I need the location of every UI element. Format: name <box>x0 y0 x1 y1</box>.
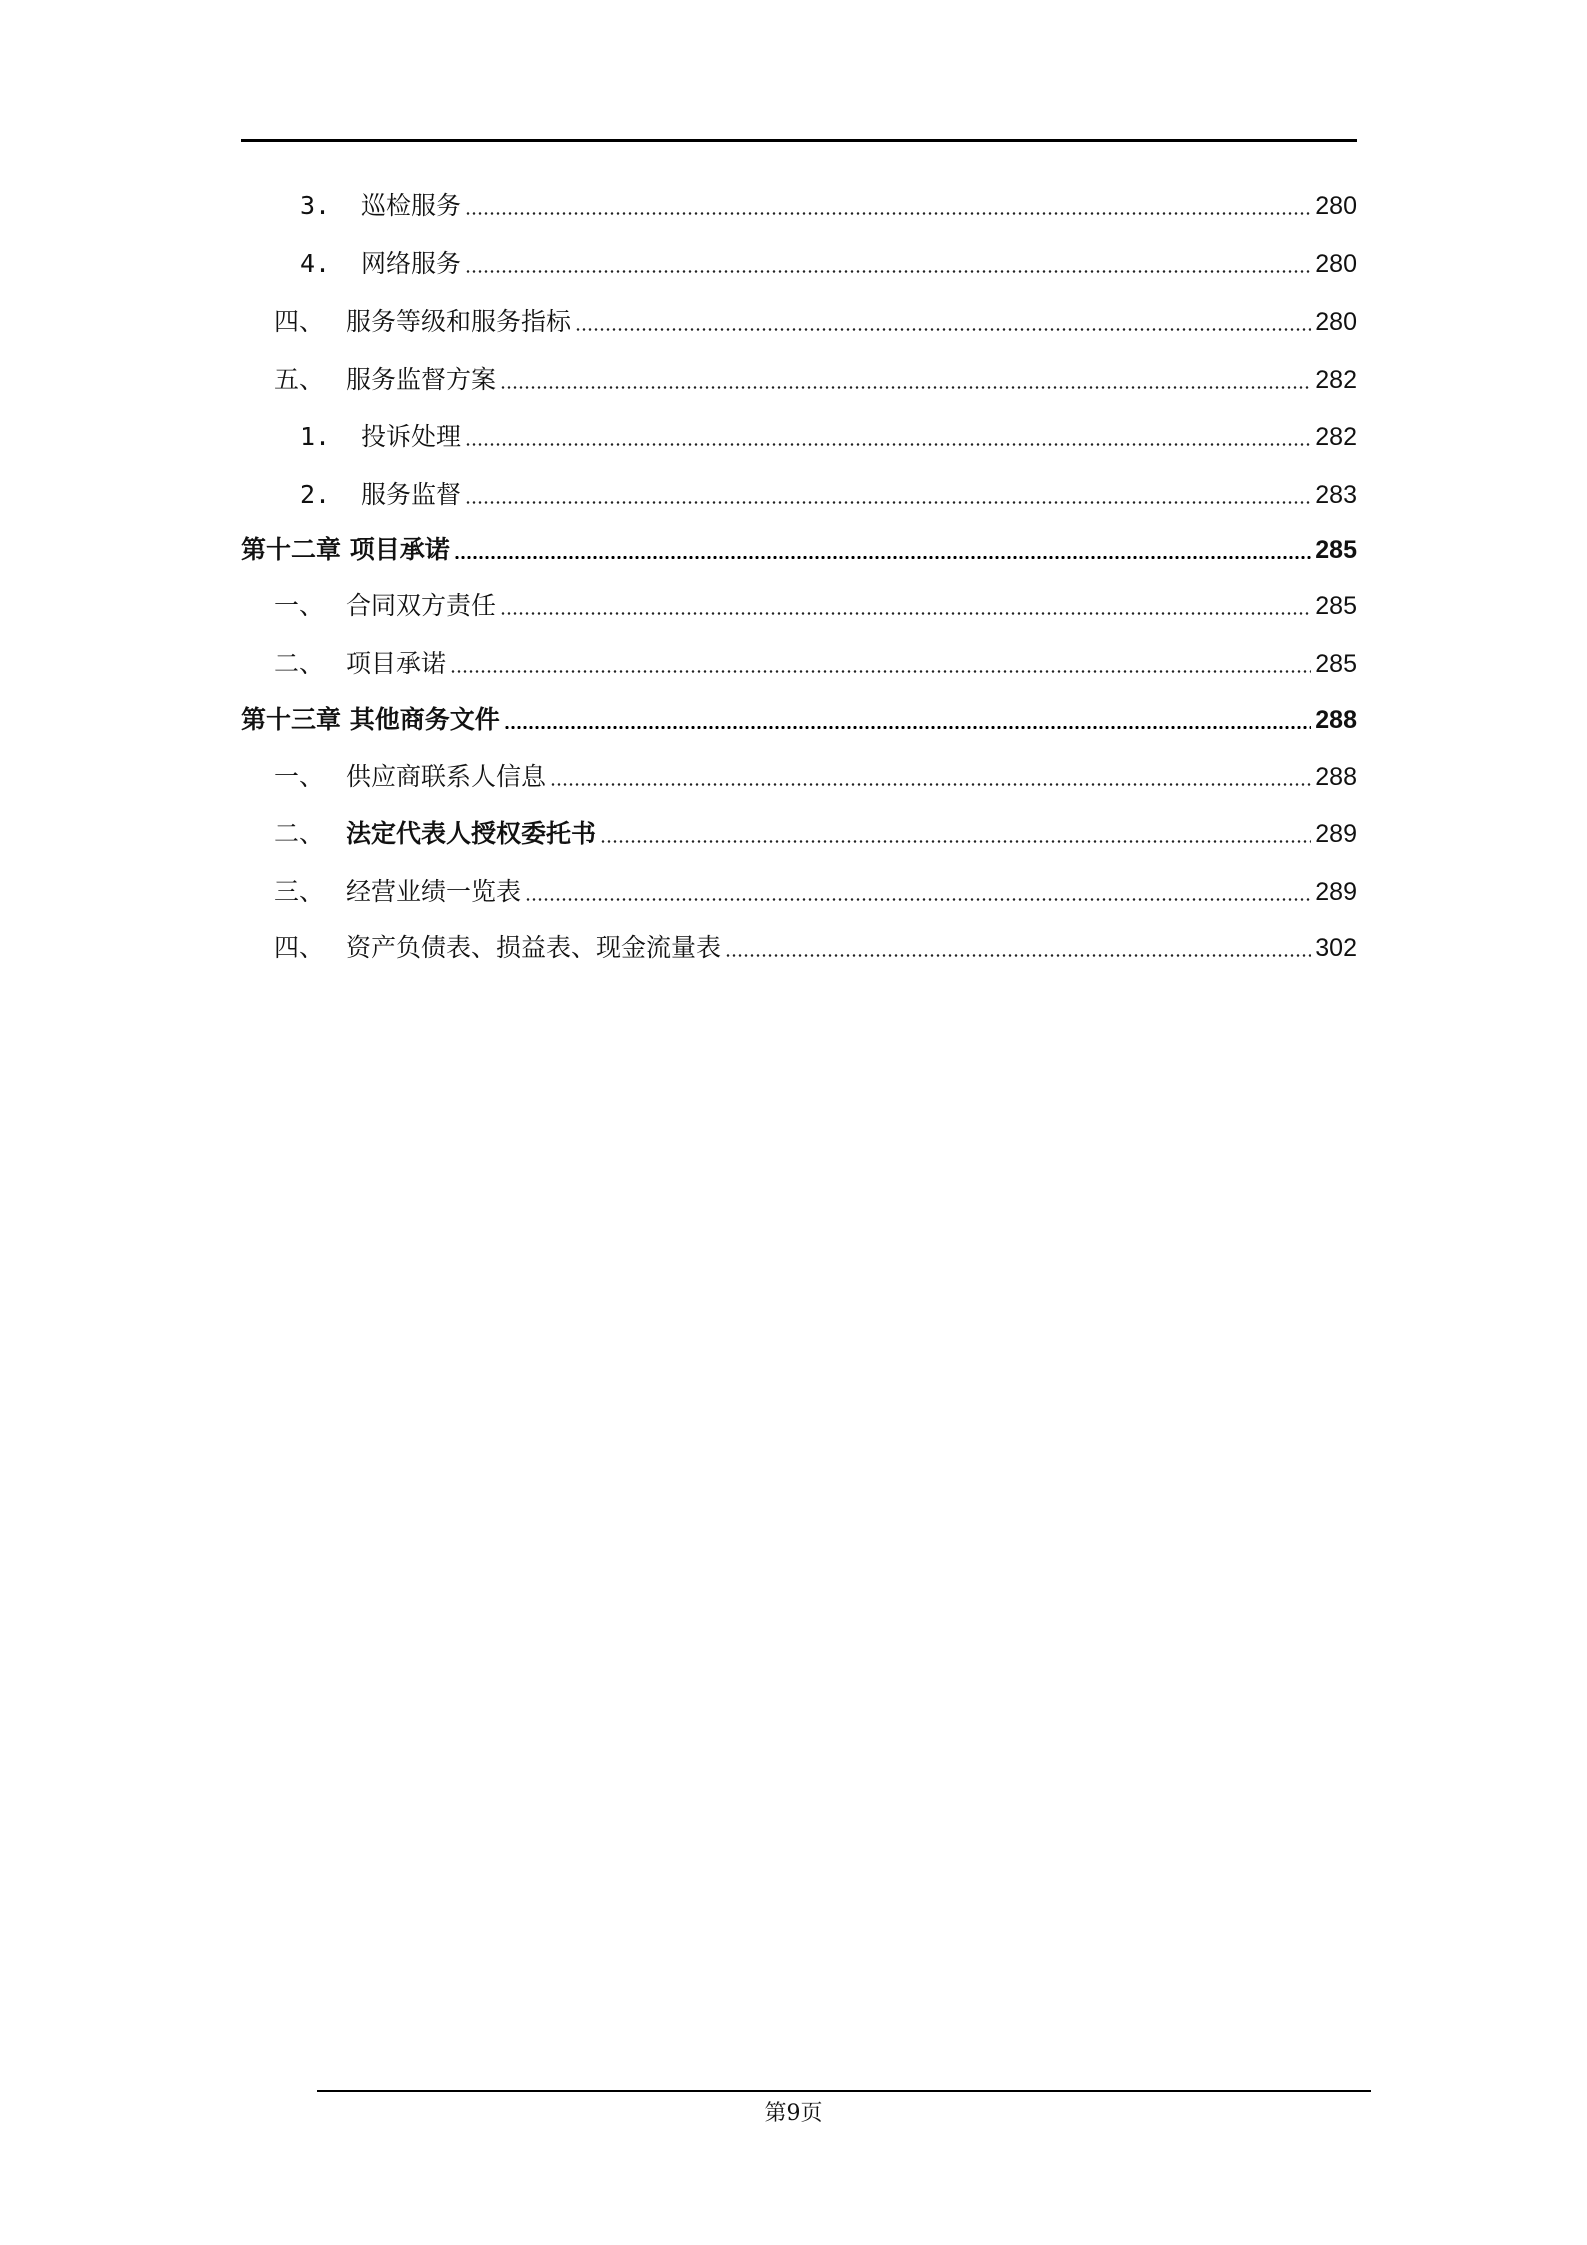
toc-dot-leader <box>525 898 1311 901</box>
toc-dot-leader <box>465 501 1311 504</box>
toc-entry-title: 服务监督方案 <box>346 365 497 394</box>
toc-entry[interactable] <box>241 869 1357 909</box>
toc-entry-number: 3. <box>300 191 331 220</box>
toc-entry-title: 第十三章 其他商务文件 <box>241 705 500 734</box>
toc-entry-page: 280 <box>1315 250 1357 278</box>
toc-entry-page: 285 <box>1315 536 1357 564</box>
toc-entry[interactable] <box>241 583 1357 623</box>
toc-entry-number: 一、 <box>274 762 325 791</box>
toc-entry[interactable] <box>241 527 1357 567</box>
toc-entry[interactable] <box>241 414 1357 454</box>
toc-entry-page: 302 <box>1315 934 1357 962</box>
toc-dot-leader <box>450 670 1311 673</box>
toc-entry[interactable] <box>241 754 1357 794</box>
toc-entry-page: 280 <box>1315 308 1357 336</box>
toc-entry-page: 285 <box>1315 650 1357 678</box>
toc-entry-number: 一、 <box>274 591 325 620</box>
page-number: 第9页 <box>764 2101 823 2126</box>
toc-entry-title: 资产负债表、损益表、现金流量表 <box>346 933 722 962</box>
toc-entry-number: 二、 <box>274 819 325 848</box>
toc-entry-title: 合同双方责任 <box>346 591 497 620</box>
toc-entry-page: 289 <box>1315 878 1357 906</box>
toc-entry-number: 三、 <box>274 877 325 906</box>
toc-entry-page: 283 <box>1315 481 1357 509</box>
toc-dot-leader <box>465 270 1311 273</box>
toc-entry-page: 280 <box>1315 192 1357 220</box>
toc-entry[interactable] <box>241 299 1357 339</box>
toc-dot-leader <box>465 212 1311 215</box>
toc-entry-title: 项目承诺 <box>346 649 447 678</box>
toc-entry-number: 四、 <box>274 307 325 336</box>
toc-dot-leader <box>454 556 1312 559</box>
toc-dot-leader <box>725 954 1311 957</box>
toc-entry-title: 服务监督 <box>361 480 462 509</box>
toc-entry-number: 二、 <box>274 649 325 678</box>
toc-entry-title: 经营业绩一览表 <box>346 877 522 906</box>
toc-entry-number: 1. <box>300 422 331 451</box>
footer-rule <box>317 2090 1371 2092</box>
toc-entry[interactable] <box>241 925 1357 965</box>
toc-entry-page: 288 <box>1315 706 1357 734</box>
toc-entry-title: 第十二章 项目承诺 <box>241 535 450 564</box>
toc-dot-leader <box>575 328 1311 331</box>
toc-dot-leader <box>504 726 1312 729</box>
toc-entry-number: 四、 <box>274 933 325 962</box>
toc-entry[interactable] <box>241 183 1357 223</box>
toc-entry[interactable] <box>241 641 1357 681</box>
toc-entry-title: 供应商联系人信息 <box>346 762 547 791</box>
toc-entry-title: 网络服务 <box>361 249 462 278</box>
toc-entry-page: 288 <box>1315 763 1357 791</box>
toc-entry[interactable] <box>241 472 1357 512</box>
toc-entry-page: 282 <box>1315 423 1357 451</box>
toc-entry-title: 投诉处理 <box>361 422 462 451</box>
toc-entry-number: 2. <box>300 480 331 509</box>
toc-dot-leader <box>465 443 1311 446</box>
toc-entry[interactable] <box>241 697 1357 737</box>
toc-dot-leader <box>500 386 1311 389</box>
toc-dot-leader <box>500 612 1311 615</box>
toc-entry-title: 法定代表人授权委托书 <box>346 819 597 848</box>
header-rule <box>241 139 1357 142</box>
toc-entry-title: 服务等级和服务指标 <box>346 307 572 336</box>
toc-entry[interactable] <box>241 811 1357 851</box>
toc-entry-title: 巡检服务 <box>361 191 462 220</box>
toc-entry-page: 285 <box>1315 592 1357 620</box>
toc-dot-leader <box>550 783 1311 786</box>
toc-dot-leader <box>600 840 1311 843</box>
toc-entry[interactable] <box>241 241 1357 281</box>
toc-entry-number: 4. <box>300 249 331 278</box>
toc-entry-number: 五、 <box>274 365 325 394</box>
toc-entry[interactable] <box>241 357 1357 397</box>
toc-entry-page: 289 <box>1315 820 1357 848</box>
toc-entry-page: 282 <box>1315 366 1357 394</box>
